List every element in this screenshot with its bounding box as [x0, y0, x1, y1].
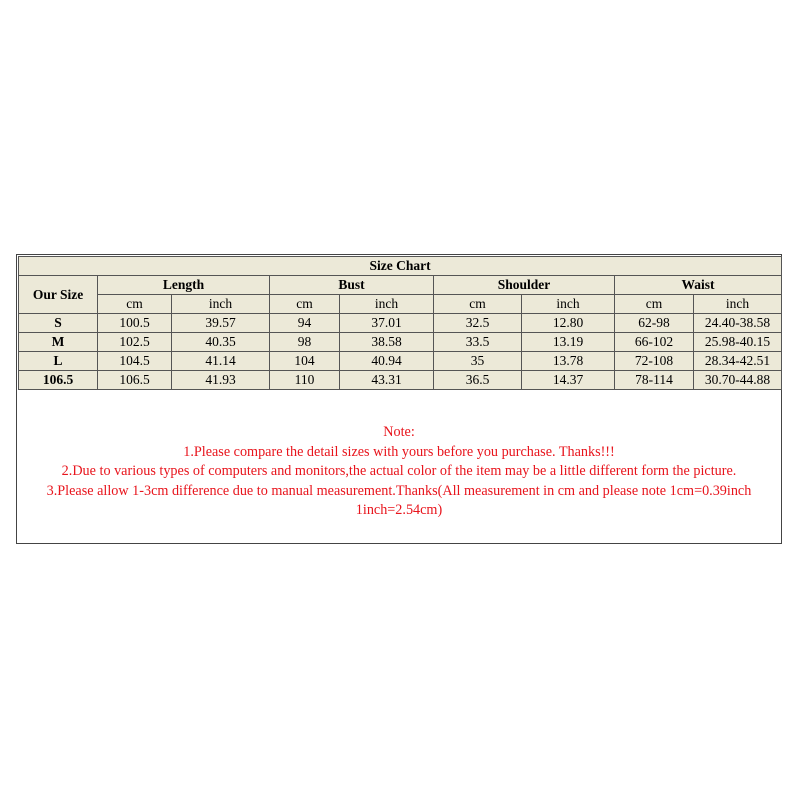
table-cell: 33.5	[434, 333, 522, 352]
table-cell: 32.5	[434, 314, 522, 333]
table-cell: 30.70-44.88	[694, 371, 782, 390]
table-cell: 39.57	[172, 314, 270, 333]
group-header-bust: Bust	[270, 276, 434, 295]
table-cell: 25.98-40.15	[694, 333, 782, 352]
size-label: L	[19, 352, 98, 371]
unit-header-row	[19, 295, 782, 314]
unit-header: inch	[522, 295, 615, 314]
table-cell: 66-102	[615, 333, 694, 352]
table-cell: 104.5	[98, 352, 172, 371]
table-cell: 13.19	[522, 333, 615, 352]
table-cell: 78-114	[615, 371, 694, 390]
note-line-1: 1.Please compare the detail sizes with yours before you purchase. Thanks!!!	[183, 443, 615, 460]
table-cell: 41.93	[172, 371, 270, 390]
table-cell: 13.78	[522, 352, 615, 371]
unit-header: cm	[270, 295, 340, 314]
group-header-waist: Waist	[615, 276, 782, 295]
unit-header: cm	[98, 295, 172, 314]
size-chart-title: Size Chart	[19, 257, 782, 276]
size-label: S	[19, 314, 98, 333]
table-cell: 43.31	[340, 371, 434, 390]
table-cell: 12.80	[522, 314, 615, 333]
group-header-row	[19, 276, 782, 295]
table-cell: 38.58	[340, 333, 434, 352]
note-line-3-continued: 1inch=2.54cm)	[355, 502, 443, 518]
table-cell: 62-98	[615, 314, 694, 333]
table-cell: 37.01	[340, 314, 434, 333]
table-cell: 100.5	[98, 314, 172, 333]
size-chart-table	[18, 256, 782, 390]
size-label: M	[19, 333, 98, 352]
table-cell: 104	[270, 352, 340, 371]
table-cell: 72-108	[615, 352, 694, 371]
size-label: 106.5	[19, 371, 98, 390]
unit-header: cm	[615, 295, 694, 314]
title-row	[19, 257, 782, 276]
table-cell: 35	[434, 352, 522, 371]
table-row	[19, 352, 782, 371]
table-row	[19, 333, 782, 352]
group-header-shoulder: Shoulder	[434, 276, 615, 295]
note-line-2: 2.Due to various types of computers and monitors,the actual color of the item may be a little different form the picture.	[61, 463, 737, 479]
table-row	[19, 314, 782, 333]
table-row	[19, 371, 782, 390]
notes-block	[17, 423, 781, 521]
size-chart-sheet	[16, 254, 782, 544]
table-cell: 98	[270, 333, 340, 352]
unit-header: inch	[694, 295, 782, 314]
table-cell: 102.5	[98, 333, 172, 352]
unit-header: inch	[172, 295, 270, 314]
our-size-header: Our Size	[19, 276, 98, 314]
table-cell: 41.14	[172, 352, 270, 371]
table-cell: 24.40-38.58	[694, 314, 782, 333]
table-cell: 110	[270, 371, 340, 390]
note-heading: Note:	[383, 424, 415, 440]
note-line-3: 3.Please allow 1-3cm difference due to manual measurement.Thanks(All measurement in cm and please note 1cm=0.39inch	[46, 482, 752, 499]
table-cell: 106.5	[98, 371, 172, 390]
table-cell: 40.35	[172, 333, 270, 352]
table-cell: 94	[270, 314, 340, 333]
table-cell: 28.34-42.51	[694, 352, 782, 371]
table-cell: 36.5	[434, 371, 522, 390]
table-cell: 40.94	[340, 352, 434, 371]
group-header-length: Length	[98, 276, 270, 295]
unit-header: cm	[434, 295, 522, 314]
table-cell: 14.37	[522, 371, 615, 390]
unit-header: inch	[340, 295, 434, 314]
